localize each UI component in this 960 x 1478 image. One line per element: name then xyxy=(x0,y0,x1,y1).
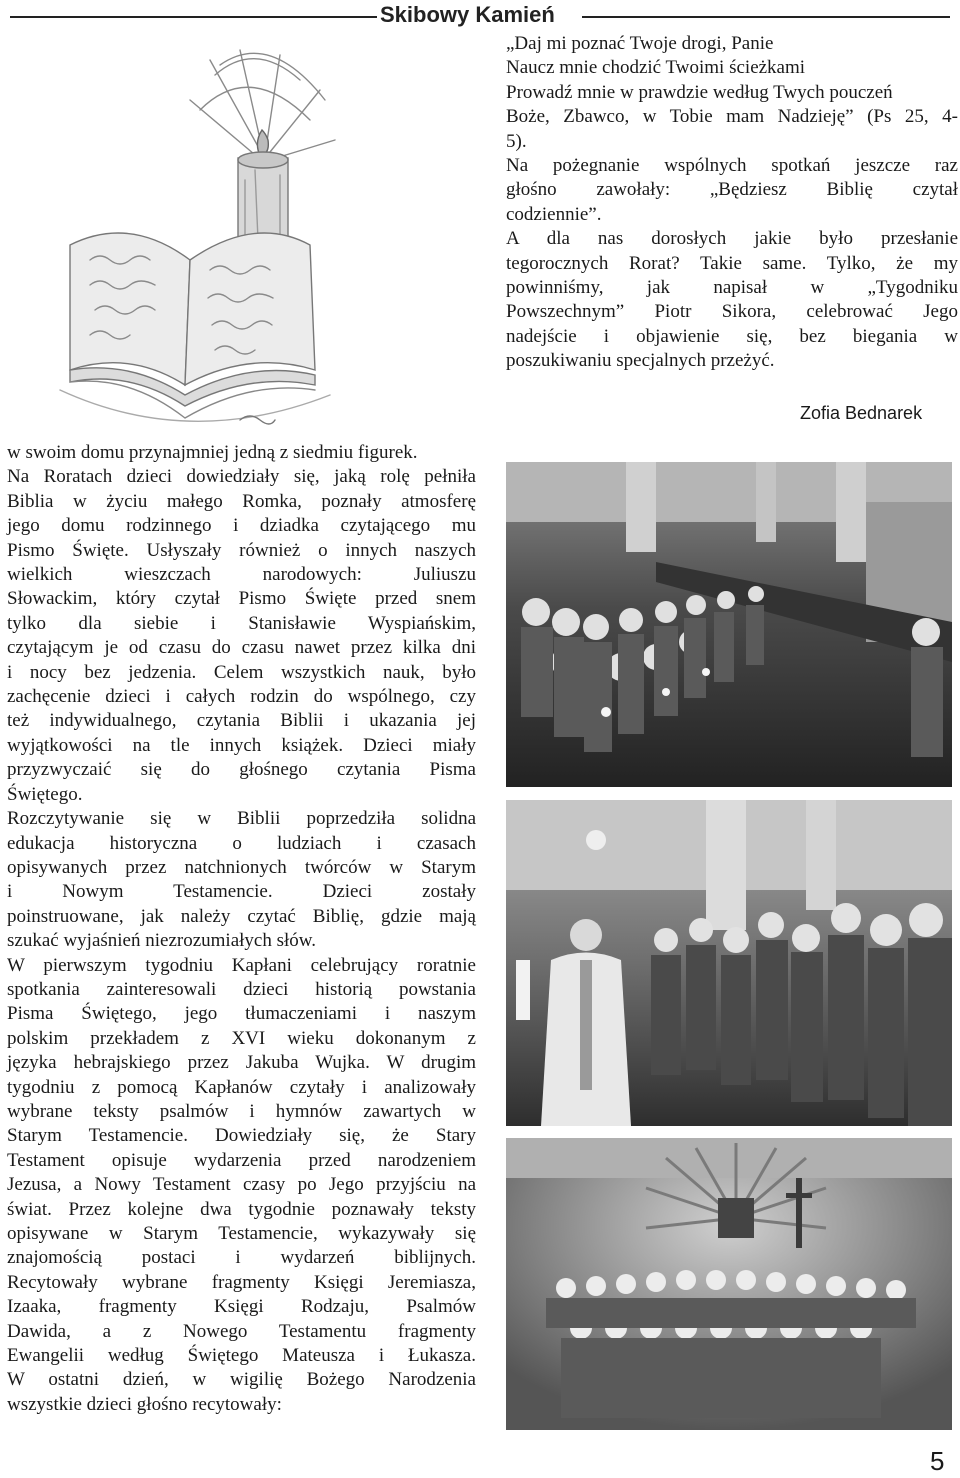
text-line: Rozczytywanie się w Biblii poprzedziła solidna xyxy=(7,808,476,830)
text-line: Dawida, a z Nowego Testamentu fragmenty xyxy=(7,1320,476,1342)
page-number: 5 xyxy=(930,1446,945,1476)
text-line: opisywanych przez natchnionych twórców w Starym xyxy=(7,856,476,878)
text-line: edukacja historyczna o ludziach i czasach xyxy=(7,832,476,854)
text-line: opisywane w Starym Testamencie, wykazywały się xyxy=(7,1223,476,1244)
text-line: tygodniu z pomocą Kapłanów czytały i analizowały xyxy=(7,1076,476,1098)
text-line: Na Roratach dzieci dowiedziały się, jaką rolę pełniła xyxy=(7,466,476,488)
text-line: w swoim domu przynajmniej jedną z siedmiu figurek. xyxy=(7,442,418,463)
text-line: nadejście i objawienie się, bez biegania w xyxy=(506,325,958,347)
text-line: i Nowym Testamencie. Dzieci zostały xyxy=(7,881,476,903)
text-line: wielkich wieszczach narodowych: Juliuszu xyxy=(7,564,476,586)
text-line: Starym Testamencie. Dowiedziały się, że Stary xyxy=(7,1125,476,1147)
text-line: poszukiwaniu specjalnych przeżyć. xyxy=(506,350,775,372)
bible-candle-illustration xyxy=(40,30,340,440)
quote-line: 5). xyxy=(506,130,527,152)
text-line: wybrane teksty psalmów i hymnów zawartych w xyxy=(7,1100,476,1122)
text-line: zachęcenie dzieci i całych rodzin do wspólnego, czy xyxy=(7,686,476,708)
text-line: języka hebrajskiego przez Jakuba Wujka. W drugim xyxy=(7,1052,476,1074)
text-line: codziennie”. xyxy=(506,203,602,225)
text-line: szukać wyjaśnień niezrozumiałych słów. xyxy=(7,930,317,952)
text-line: Pismo Święte. Usłyszały również o innych naszych xyxy=(7,539,476,561)
text-line: głośno zawołały: „Będziesz Biblię czytał xyxy=(506,179,958,201)
text-line: W ostatni dzień, w wigilię Bożego Narodzenia xyxy=(7,1369,476,1391)
header-rule-left xyxy=(10,16,377,18)
quote-line: Prowadź mnie w prawdzie według Twych pouczeń xyxy=(506,81,893,103)
text-line: Jezusa, a Nowy Testament czasy po Jego przyjściu na xyxy=(7,1174,476,1196)
text-line: Testament opisuje wydarzenia przed narodzeniem xyxy=(7,1149,476,1171)
text-line: A dla nas dorosłych jakie było przesłanie xyxy=(506,228,958,250)
text-line: i nocy bez jedzenia. Celem wszystkich nauk, było xyxy=(7,661,476,683)
quote-line: Boże, Zbawco, w Tobie mam Nadzieję” (Ps 25, 4- xyxy=(506,106,958,128)
text-line: jego domu rodzinnego i dziadka czytającego mu xyxy=(7,515,476,537)
text-line: W pierwszym tygodniu Kapłani celebrujący roratnie xyxy=(7,954,476,976)
text-line: powinniśmy, jak napisał w „Tygodniku xyxy=(506,277,958,299)
text-line: świat. Przez kolejne dwa tygodnie poznawały teksty xyxy=(7,1198,476,1220)
text-line: znajomością postaci i wydarzeń biblijnych. xyxy=(7,1247,476,1269)
priest-and-children-photo xyxy=(506,800,952,1126)
text-line: czytającym je od czasu do czasu nawet przez kilka dni xyxy=(7,637,476,659)
header-rule-right xyxy=(582,16,950,18)
text-line: Na pożegnanie wspólnych spotkań jeszcze raz xyxy=(506,155,958,176)
text-line: Izaaka, fragmenty Księgi Rodzaju, Psalmów xyxy=(7,1296,476,1318)
text-line: Ewangelii według Świętego Mateusza i Łukasza. xyxy=(7,1345,476,1367)
text-line: Recytowały wybrane fragmenty Księgi Jeremiasza, xyxy=(7,1271,476,1293)
text-line: tegorocznych Rorat? Takie same. Tylko, że my xyxy=(506,252,958,274)
text-line: Świętego. xyxy=(7,783,83,805)
closing-paragraph xyxy=(506,154,958,374)
publication-title: Skibowy Kamień xyxy=(380,2,555,27)
text-line: wyjątkowości na tle innych książek. Dzieci miały xyxy=(7,734,476,756)
article-body xyxy=(7,441,476,1417)
text-line: polskim przekładem z XVI wieku dokonanym z xyxy=(7,1027,476,1049)
text-line: przyzwyczaić się do głośnego czytania Pisma xyxy=(7,759,476,781)
text-line: Biblia w życiu małego Romka, poznały atmosferę xyxy=(7,490,476,512)
church-children-lanterns-photo xyxy=(506,462,952,787)
text-line: spotkania zainteresowali dzieci historią powstania xyxy=(7,978,476,1000)
text-line: Słowackim, który czytał Pismo Święte przed snem xyxy=(7,588,476,610)
quote-line: „Daj mi poznać Twoje drogi, Panie xyxy=(506,33,774,54)
quote-line: Naucz mnie chodzić Twoimi ścieżkami xyxy=(506,57,806,79)
author-signature: Zofia Bednarek xyxy=(800,403,923,423)
running-header xyxy=(0,0,960,30)
text-line: też indywidualnego, czytania Biblii i ukazania jej xyxy=(7,710,476,732)
text-line: Pisma Świętego, jego tłumaczeniami i naszym xyxy=(7,1003,476,1025)
text-line: Powszechnym” Piotr Sikora, celebrować Jego xyxy=(506,301,958,323)
text-line: wszystkie dzieci głośno recytowały: xyxy=(7,1393,282,1415)
psalm-quote xyxy=(506,32,958,154)
text-line: poinstruowane, jak należy czytać Biblię, gdzie mają xyxy=(7,905,476,927)
text-line: tylko dla siebie i Stanisławie Wyspiańskim, xyxy=(7,612,476,634)
group-photo-at-altar xyxy=(506,1138,952,1430)
